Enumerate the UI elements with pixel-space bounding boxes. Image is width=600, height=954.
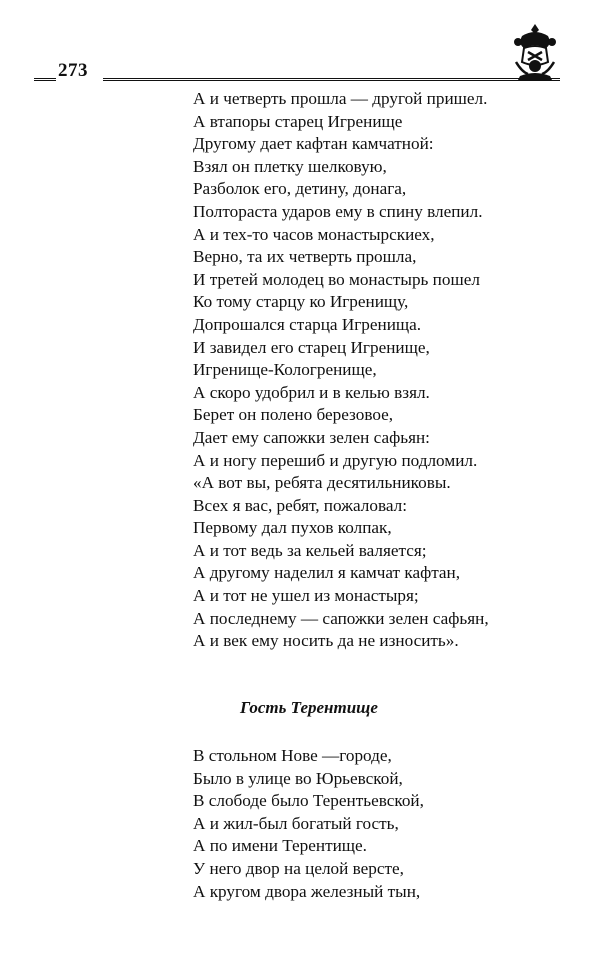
poem-line: А и век ему носить да не износить». bbox=[193, 631, 459, 651]
poem-line: Было в улице во Юрьевской, bbox=[193, 768, 403, 788]
poem-line: Всех я вас, ребят, пожаловал: bbox=[193, 495, 408, 515]
poem-line: Первому дал пухов колпак, bbox=[193, 518, 392, 538]
poem-line: А по имени Терентище. bbox=[193, 836, 367, 856]
poem-line: Берет он полено березовое, bbox=[193, 405, 394, 425]
poem-line: Разболок его, детину, донага, bbox=[193, 179, 407, 199]
poem-line: Полтораста ударов ему в спину влепил. bbox=[193, 201, 483, 221]
poem-line: Другому дает кафтан камчатной: bbox=[193, 134, 434, 154]
poem-stanza-2 bbox=[193, 745, 424, 903]
poem-line: А и ногу перешиб и другую подломил. bbox=[193, 450, 478, 470]
poem-line: А последнему — сапожки зелен сафьян, bbox=[193, 608, 489, 628]
poem-line: А кругом двора железный тын, bbox=[193, 881, 421, 901]
poem-line: А и тот ведь за кельей валяется; bbox=[193, 540, 427, 560]
poem-line: В стольном Нове —городе, bbox=[193, 746, 392, 765]
poem-line: А и тех-то часов монастырскиех, bbox=[193, 224, 435, 244]
poem-line: В слободе было Терентьевской, bbox=[193, 791, 424, 811]
poem-line: Взял он плетку шелковую, bbox=[193, 156, 387, 176]
poem-line: А и четверть прошла — другой пришел. bbox=[193, 89, 488, 108]
poem-line: А втапоры старец Игренище bbox=[193, 111, 403, 131]
poem-line: «А вот вы, ребята десятильниковы. bbox=[193, 473, 451, 493]
poem-stanza-1 bbox=[193, 88, 489, 653]
poem-line: А другому наделил я камчат кафтан, bbox=[193, 563, 461, 583]
poem-line: И завидел его старец Игренище, bbox=[193, 337, 430, 357]
poem-line: Ко тому старцу ко Игренищу, bbox=[193, 292, 409, 312]
poem-line: А скоро удобрил и в келью взял. bbox=[193, 382, 430, 402]
poem-line: Верно, та их четверть прошла, bbox=[193, 247, 417, 267]
poem-line: Допрошался старца Игренища. bbox=[193, 314, 422, 334]
poem-line: Игренище-Кологренище, bbox=[193, 360, 377, 380]
poem-line: А и жил-был богатый гость, bbox=[193, 813, 399, 833]
header-rule-left bbox=[34, 78, 56, 81]
poem-line: А и тот не ушел из монастыря; bbox=[193, 586, 419, 606]
poem-line: Дает ему сапожки зелен сафьян: bbox=[193, 427, 430, 447]
poem-line: У него двор на целой версте, bbox=[193, 858, 404, 878]
page-number: 273 bbox=[58, 60, 88, 81]
poem-title: Гость Терентище bbox=[240, 698, 378, 717]
ornament-icon bbox=[508, 22, 562, 82]
header-rule-right bbox=[103, 78, 560, 81]
poem-line: И третей молодец во монастырь пошел bbox=[193, 269, 480, 289]
